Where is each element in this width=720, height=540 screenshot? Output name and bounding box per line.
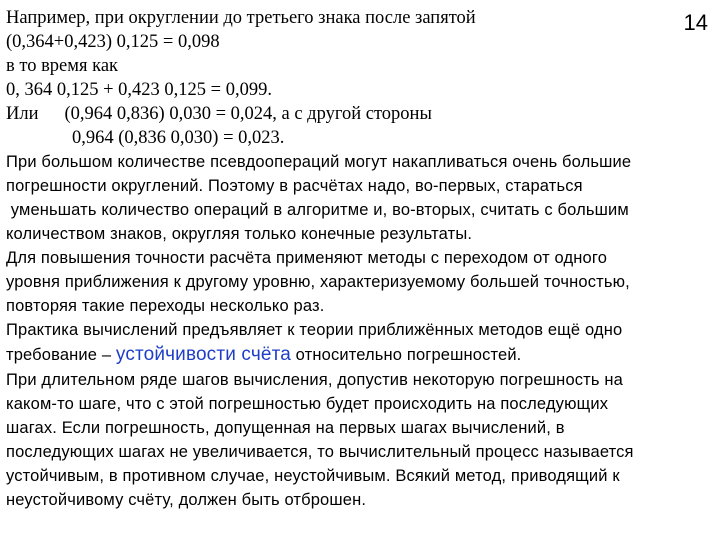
paragraph-rounding-errors (6, 150, 706, 246)
requirement-suffix: относительно погрешностей. (290, 346, 522, 364)
paragraph-accuracy-methods (6, 246, 706, 318)
paragraph-line: неустойчивому счёту, должен быть отброшен. (6, 491, 367, 509)
example-formula-1: (0,364+0,423) 0,125 = 0,098 (6, 32, 220, 52)
example-formula-4: 0,964 (0,836 0,030) = 0,023. (72, 128, 285, 148)
paragraph-line: Практика вычислений предъявляет к теории приближённых методов ещё одно (6, 321, 623, 339)
paragraph-stability-requirement (6, 318, 706, 368)
example-formula-2: 0, 364 0,125 + 0,423 0,125 = 0,099. (6, 80, 272, 100)
paragraph-line: шагах. Если погрешность, допущенная на первых шагах вычислений, в (6, 419, 565, 437)
page-number: 14 (683, 10, 708, 35)
slide-body (6, 6, 706, 512)
paragraph-line: погрешности округлений. Поэтому в расчётах надо, во-первых, стараться (6, 177, 583, 195)
paragraph-line: последующих шагах не увеличивается, то вычислительный процесс называется (6, 443, 634, 461)
paragraph-line: уменьшать количество операций в алгоритме и, во-вторых, считать с большим (6, 201, 629, 219)
paragraph-stability-definition (6, 368, 706, 512)
example-formula-3 (6, 102, 706, 126)
requirement-prefix: требование – (6, 346, 116, 364)
example-formula-3-expression: (0,964 0,836) 0,030 = 0,024, а с другой стороны (64, 104, 432, 124)
paragraph-line: Для повышения точности расчёта применяют методы с переходом от одного (6, 249, 608, 267)
example-intro: Например, при округлении до третьего знака после запятой (6, 8, 476, 28)
paragraph-line: При длительном ряде шагов вычисления, допустив некоторую погрешность на (6, 371, 623, 389)
paragraph-line: уровня приближения к другому уровню, характеризуемому большей точностью, (6, 273, 630, 291)
rounding-example (6, 6, 706, 150)
paragraph-line-with-term (6, 342, 706, 368)
example-or-label: Или (6, 104, 39, 124)
paragraph-line: устойчивым, в противном случае, неустойчивым. Всякий метод, приводящий к (6, 467, 620, 485)
paragraph-line: каком-то шаге, что с этой погрешностью будет происходить на последующих (6, 395, 609, 413)
paragraph-line: количеством знаков, округляя только конечные результаты. (6, 225, 473, 243)
paragraph-line: повторяя такие переходы несколько раз. (6, 297, 325, 315)
highlighted-term: устойчивости счёта (115, 344, 291, 365)
example-connector: в то время как (6, 56, 119, 76)
paragraph-line: При большом количестве псевдоопераций могут накапливаться очень большие (6, 153, 632, 171)
